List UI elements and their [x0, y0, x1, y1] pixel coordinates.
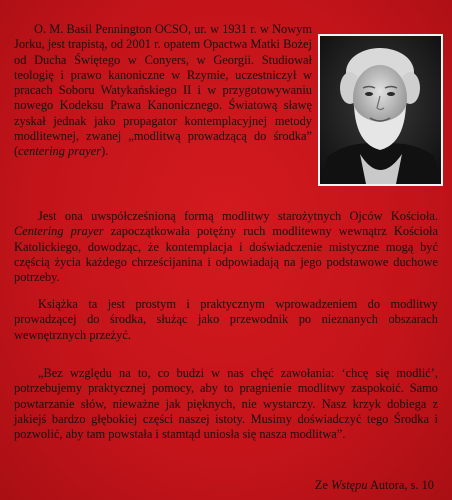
author-photo: [318, 34, 443, 186]
quote-text: „Bez względu na to, co budzi w nas chęć zawołania: ‘chcę się modlić’, potrzebujemy praktycznej pomocy, aby to pragnienie modlitwy zaspokoić. Samo powtarzanie słów, nieważne jak pięknych, nie wystarczy. Nasz krzyk dobiega z jakiejś bardzo głębokiej części naszej istoty. Musimy doświadczyć tego Środka i pozwolić, aby tam powstała i stamtąd uniosła się nasza modlitwa”.: [14, 366, 438, 442]
author-bio-text-end: ).: [101, 144, 109, 159]
attribution-suffix: Autora, s. 10: [367, 478, 434, 492]
author-portrait-image: [320, 36, 441, 184]
author-bio-text-part: O. M. Basil Pennington OCSO, ur. w 1931 r. w Nowym Jorku, jest trapistą, od 2001 r. opatem Opactwa Matki Bożej od Ducha Świętego w Conyers, w Georgii. Studiował teologię i prawo kanoniczne w Rzymie, uczestniczył w pracach Soboru Watykańskiego II i w przygotowywaniu nowego Kodeksu Prawa Kanonicznego. Światową sławę zyskał jednak jako propagator kontemplacyjnej metody modlitewnej, zwanej „modlitwą prowadzącą do środka” (: [14, 22, 312, 159]
author-bio: [14, 22, 312, 160]
quote-block: [14, 366, 438, 442]
paragraph-1-text-end: zapoczątkowała potężny ruch modlitewny wewnątrz Kościoła Katolickiego, dowodząc, że kontemplacja i doświadczenie mistyczne mogą być częścią życia każdego chrześcijanina i odpowiadają na jego podstawowe duchowe potrzeby.: [14, 224, 438, 285]
paragraph-2-text: Książka ta jest prostym i praktycznym wprowadzeniem do modlitwy prowadzącej do środka, służąc jako przewodnik po nieznanych obszarach wewnętrznych przeżyć.: [14, 297, 438, 342]
paragraph-book-intro: [14, 297, 438, 343]
author-bio-emphasis: centering prayer: [18, 144, 102, 159]
attribution-prefix: Ze: [314, 478, 332, 492]
attribution-emphasis: Wstępu: [331, 478, 368, 492]
paragraph-1-emphasis: Centering prayer: [14, 224, 104, 239]
quote-attribution: [315, 478, 434, 493]
author-bio-text: [14, 22, 312, 160]
paragraph-centering-prayer: [14, 209, 438, 285]
paragraph-1-text: Jest ona uwspółcześnioną formą modlitwy starożytnych Ojców Kościoła.: [38, 209, 438, 223]
